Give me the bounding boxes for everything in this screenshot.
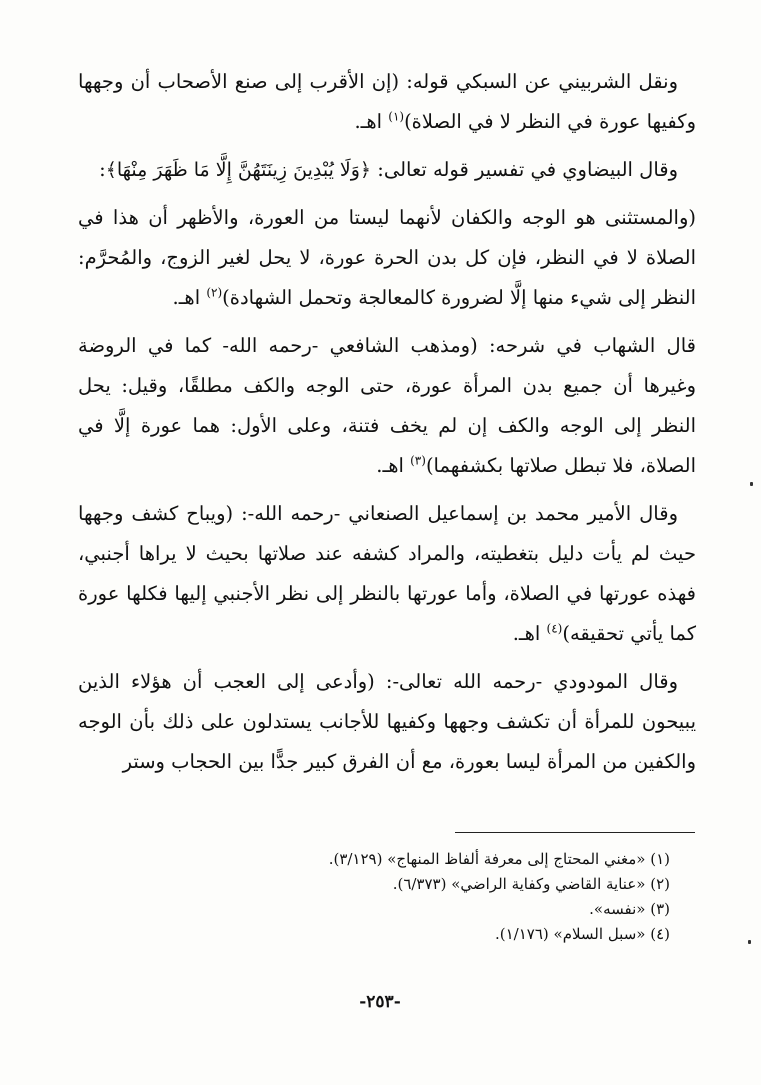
paragraph-sanani: وقال الأمير محمد بن إسماعيل الصنعاني -رحمه الله-: (ويباح كشف وجهها حيث لم يأت دليل بتغطيته، والمراد كشفه عند صلاتها بحيث لا يراها أجنبي، فهذه عورتها في الصلاة، وأما عورتها بالنظر إلى نظر الأجنبي إليها فكلها عورة كما يأتي تحقيقه)$^{(٤)}$ اهـ. xyxy=(78,502,696,645)
paragraph-mawdudi: وقال المودودي -رحمه الله تعالى-: (وأدعى إلى العجب أن هؤلاء الذين يبيحون للمرأة أن تكشف وجهها وكفيها للأجانب يستدلون على ذلك بأن الوجه والكفين من المرأة ليسا بعورة، مع أن الفرق كبير جدًّا بين الحجاب وستر xyxy=(78,670,696,773)
paragraph-baydawi: وقال البيضاوي في تفسير قوله تعالى: ﴿وَلَا يُبْدِينَ زِينَتَهُنَّ إِلَّا مَا ظَهَرَ مِنْهَا﴾: xyxy=(99,158,678,181)
paragraph-sharbini: ونقل الشربيني عن السبكي قوله: (إن الأقرب إلى صنع الأصحاب أن وجهها وكفيها عورة في النظر لا في الصلاة)$^{(١)}$ اهـ. xyxy=(78,70,696,133)
footnote-4: (٤) «سبل السلام» (١/١٧٦). xyxy=(494,925,670,943)
footnote-3: (٣) «نفسه». xyxy=(589,900,670,918)
main-text xyxy=(78,62,696,790)
footnote-1: (١) «مغني المحتاج إلى معرفة ألفاظ المنهاج» (٣/١٢٩). xyxy=(328,850,670,868)
footnote-ref-2: (٢) xyxy=(206,285,223,300)
footnote-2: (٢) «عناية القاضي وكفاية الراضي» (٦/٣٧٣). xyxy=(392,875,670,893)
footnote-ref-4: (٤) xyxy=(546,621,563,636)
scan-speck xyxy=(748,940,751,944)
quran-verse: ﴿وَلَا يُبْدِينَ زِينَتَهُنَّ إِلَّا مَا ظَهَرَ مِنْهَا﴾ xyxy=(105,159,372,181)
paragraph-shihab: قال الشهاب في شرحه: (ومذهب الشافعي -رحمه الله- كما في الروضة وغيرها أن جميع بدن المرأة عورة، حتى الوجه والكف مطلقًا، وقيل: يحل النظر إلى الوجه والكف إن لم يخف فتنة، وعلى الأول: هما عورة إلَّا في الصلاة، فلا تبطل صلاتها بكشفهما)$^{(٣)}$ اهـ. xyxy=(78,334,696,477)
footnote-separator xyxy=(455,832,695,833)
footnote-ref-1: (١) xyxy=(388,109,405,124)
footnote-ref-3: (٣) xyxy=(410,453,426,468)
page-number: -٢٥٣- xyxy=(359,992,401,1012)
paragraph-baydawi-quote: (والمستثنى هو الوجه والكفان لأنهما ليستا من العورة، والأظهر أن هذا في الصلاة لا في النظر، فإن كل بدن الحرة عورة، لا يحل لغير الزوج، والمُحرَّم: النظر إلى شيء منها إلَّا لضرورة كالمعالجة وتحمل الشهادة)$^{(٢)}$ اهـ. xyxy=(78,206,696,309)
footnotes xyxy=(200,847,670,947)
scan-speck xyxy=(750,482,753,486)
